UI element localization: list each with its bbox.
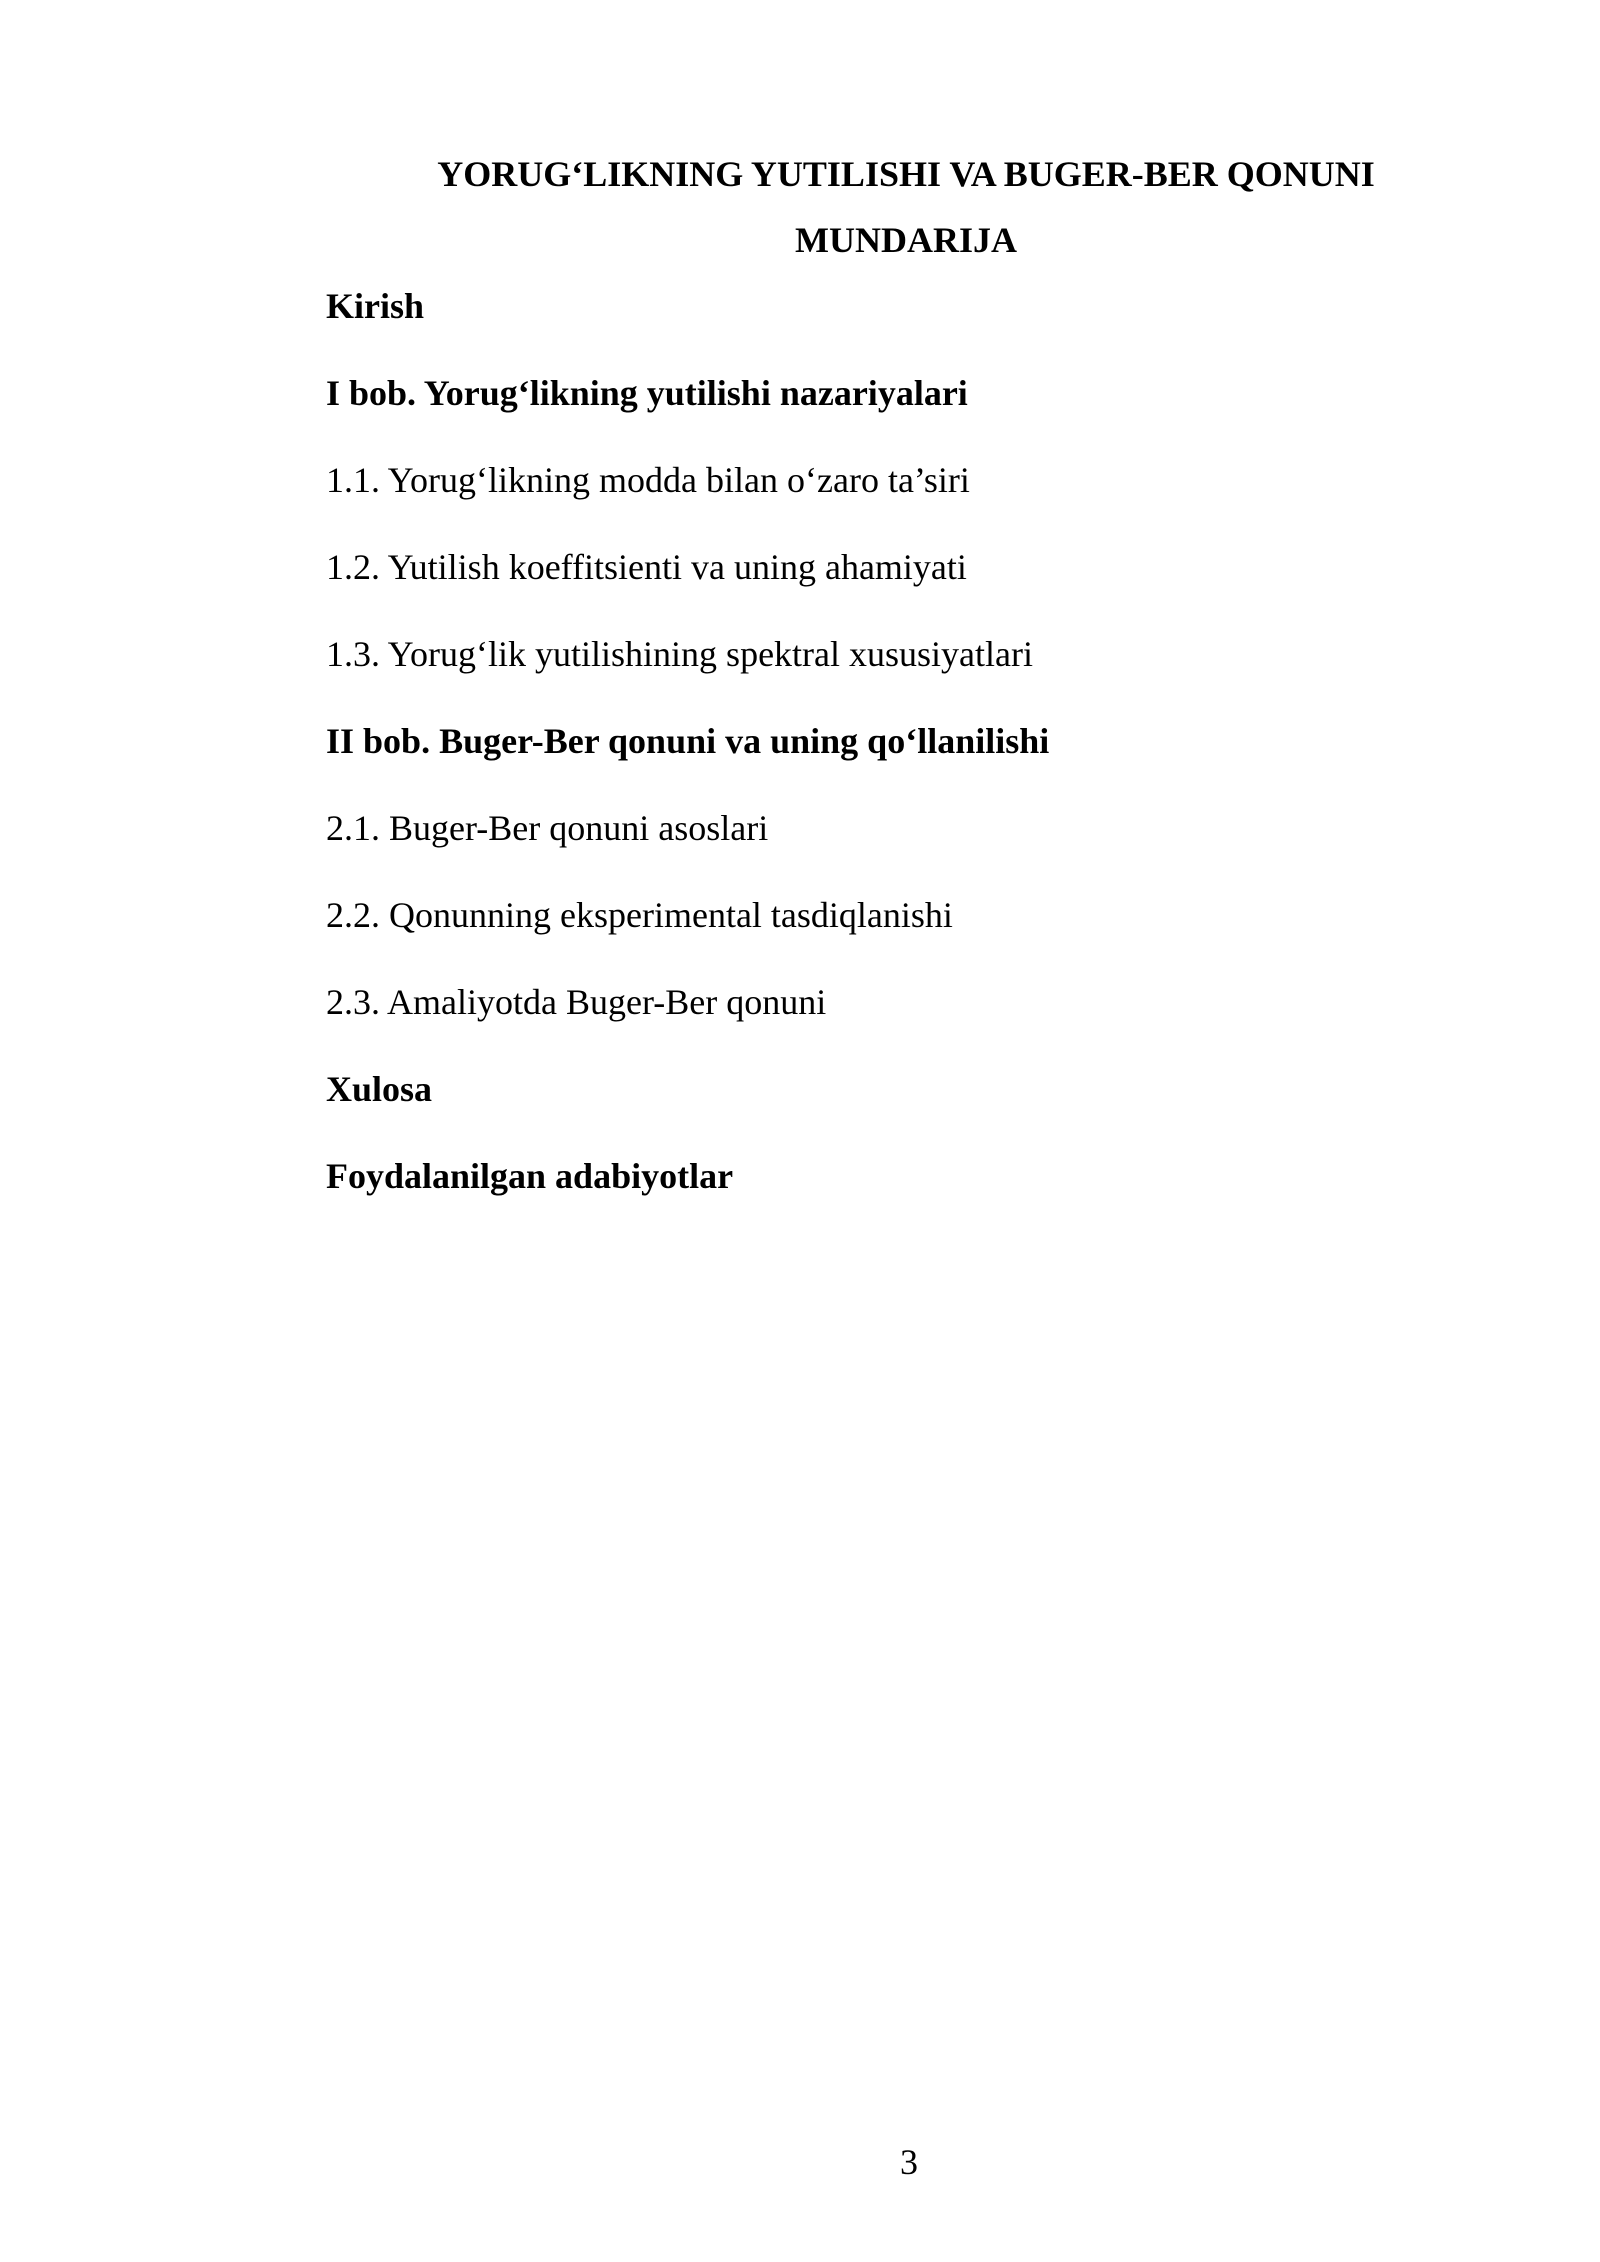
toc-entry-xulosa: Xulosa <box>326 1069 433 1109</box>
toc-entry-adabiyotlar: Foydalanilgan adabiyotlar <box>326 1156 734 1196</box>
toc-entry-1-1: 1.1. Yorug‘likning modda bilan o‘zaro ta’siri <box>326 460 970 500</box>
toc-heading: MUNDARIJA <box>795 220 1017 260</box>
toc-entry-2-1: 2.1. Buger-Ber qonuni asoslari <box>326 808 769 848</box>
document-title: YORUG‘LIKNING YUTILISHI VA BUGER-BER QONUNI <box>437 154 1375 194</box>
toc-entry-2-3: 2.3. Amaliyotda Buger-Ber qonuni <box>326 982 827 1022</box>
toc-entry-1-2: 1.2. Yutilish koeffitsienti va uning ahamiyati <box>326 547 967 587</box>
toc-entry-2-2: 2.2. Qonunning eksperimental tasdiqlanishi <box>326 895 953 935</box>
toc-entry-kirish: Kirish <box>326 286 425 326</box>
toc-entry-chapter-2: II bob. Buger-Ber qonuni va uning qo‘llanilishi <box>326 721 1050 761</box>
page-number: 3 <box>900 2142 918 2182</box>
toc-entry-chapter-1: I bob. Yorug‘likning yutilishi nazariyalari <box>326 373 968 413</box>
toc-entry-1-3: 1.3. Yorug‘lik yutilishining spektral xususiyatlari <box>326 634 1033 674</box>
